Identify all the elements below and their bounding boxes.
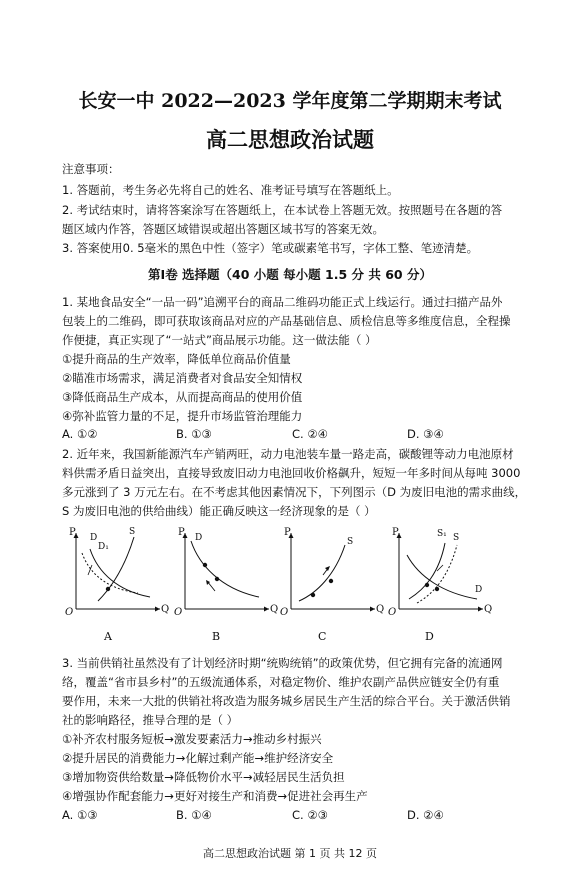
q3-stem-line: 络，覆盖“省市县乡村”的五级流通体系，对稳定物价、维护农副产品供应链安全仍有重 — [62, 675, 500, 689]
notes-line: 2. 考试结束时，请将答案涂写在答题纸上，在本试卷上答题无效。按照题号在各题的答 — [62, 203, 503, 217]
graph-d-o-label: O — [388, 607, 397, 618]
graph-a-q-label: Q — [161, 604, 170, 615]
graph-b — [174, 527, 279, 618]
graph-c-q-label: Q — [376, 604, 385, 615]
graph-a — [65, 527, 170, 618]
q3-stem-line: 3. 当前供销社虽然没有了计划经济时期“统购统销”的政策优势，但它拥有完备的流通网 — [62, 656, 503, 670]
q3-item: ④增强协作配套能力→更好对接生产和消费→促进社会再生产 — [62, 789, 368, 803]
q2-stem-line: 多元涨到了 3 万元左右。在不考虑其他因素情况下，下列图示（D 为废旧电池的需求曲线， — [62, 485, 527, 499]
graph-d-curve-s1: S₁ — [437, 529, 447, 539]
notes-line: 3. 答案使用0. 5毫米的黑色中性（签字）笔或碳素笔书写，字体工整、笔迹清楚。 — [62, 241, 479, 255]
graph-a-o-label: O — [65, 607, 74, 618]
q1-options — [62, 427, 522, 443]
graph-b-q-label: Q — [270, 604, 279, 615]
graph-d — [388, 527, 493, 618]
graph-b-o-label: O — [174, 607, 183, 618]
q1-item: ①提升商品的生产效率，降低单位商品价值量 — [62, 352, 291, 366]
q3-stem-line: 社的影响路径，推导合理的是（ ） — [62, 713, 239, 727]
section-title: 第Ⅰ卷 选择题（40 小题 每小题 1.5 分 共 60 分） — [148, 267, 432, 282]
q3-options — [62, 808, 522, 824]
q3-item: ②提升居民的消费能力→化解过剩产能→维护经济安全 — [62, 751, 334, 765]
graph-a-curve-s: S — [129, 527, 136, 537]
graph-d-q-label: Q — [484, 604, 493, 615]
q1-option-b[interactable]: B. ①③ — [176, 427, 212, 441]
graph-c-label: C — [318, 630, 327, 643]
graph-a-curve-d1: D₁ — [98, 542, 109, 552]
exam-subtitle: 高二思想政治试题 — [206, 127, 374, 152]
graph-b-p-label: P — [178, 527, 185, 538]
q3-option-b[interactable]: B. ①④ — [176, 808, 212, 822]
q3-option-a[interactable]: A. ①③ — [62, 808, 98, 822]
q3-option-c[interactable]: C. ②③ — [292, 808, 328, 822]
q1-item: ②瞄准市场需求，满足消费者对食品安全知情权 — [62, 371, 303, 385]
q1-option-c[interactable]: C. ②④ — [292, 427, 328, 441]
graph-a-p-label: P — [69, 527, 76, 538]
q2-stem-line: S 为废旧电池的供给曲线）能正确反映这一经济现象的是（ ） — [62, 504, 376, 518]
graph-b-label: B — [212, 630, 221, 643]
page-footer: 高二思想政治试题 第 1 页 共 12 页 — [203, 847, 377, 860]
q1-item: ④弥补监管力量的不足，提升市场监管治理能力 — [62, 409, 303, 423]
q1-option-a[interactable]: A. ①② — [62, 427, 98, 441]
graph-c-p-label: P — [284, 527, 291, 538]
q3-item: ①补齐农村服务短板→激发要素活力→推动乡村振兴 — [62, 732, 322, 746]
graph-c — [280, 527, 385, 618]
graph-c-o-label: O — [280, 607, 289, 618]
graph-d-p-label: P — [392, 527, 399, 538]
q1-stem-line: 包装上的二维码，即可获取该商品对应的产品基础信息、质检信息等多维度信息，全程操 — [62, 314, 511, 328]
graph-d-curve-d: D — [475, 585, 483, 595]
graph-d-curve-s: S — [453, 533, 460, 543]
graph-d-label: D — [425, 630, 434, 643]
notes-heading: 注意事项： — [62, 162, 120, 176]
q1-item: ③降低商品生产成本，从而提高商品的使用价值 — [62, 390, 303, 404]
q1-option-d[interactable]: D. ③④ — [407, 427, 444, 441]
graph-a-label: A — [104, 630, 112, 643]
q2-stem-line: 料供需矛盾日益突出，直接导致废旧动力电池回收价格飙升，短短一年多时间从每吨 3000 — [62, 466, 521, 480]
notes-line: 题区域内作答，答题区域错误或超出答题区域书写的答案无效。 — [62, 222, 384, 236]
graph-a-curve-d: D — [90, 533, 98, 543]
q3-option-d[interactable]: D. ②④ — [407, 808, 444, 822]
q1-stem-line: 作便捷，真正实现了“一站式”商品展示功能。这一做法能（ ） — [62, 333, 377, 347]
graph-c-curve-s: S — [347, 537, 354, 547]
graph-b-curve-d: D — [195, 533, 203, 543]
q3-item: ③增加物资供给数量→降低物价水平→减轻居民生活负担 — [62, 770, 345, 784]
q1-stem-line: 1. 某地食品安全“一品一码”追溯平台的商品二维码功能正式上线运行。通过扫描产品外 — [62, 295, 503, 309]
q2-stem-line: 2. 近年来，我国新能源汽车产销两旺，动力电池装车量一路走高，碳酸锂等动力电池原材 — [62, 447, 514, 461]
q3-stem-line: 要作用，未来一大批的供销社将改造为服务城乡居民生产生活的综合平台。关于激活供销 — [62, 694, 511, 708]
exam-title: 长安一中 2022—2023 学年度第二学期期末考试 — [78, 90, 502, 112]
notes-line: 1. 答题前，考生务必先将自己的姓名、准考证号填写在答题纸上。 — [62, 183, 399, 197]
